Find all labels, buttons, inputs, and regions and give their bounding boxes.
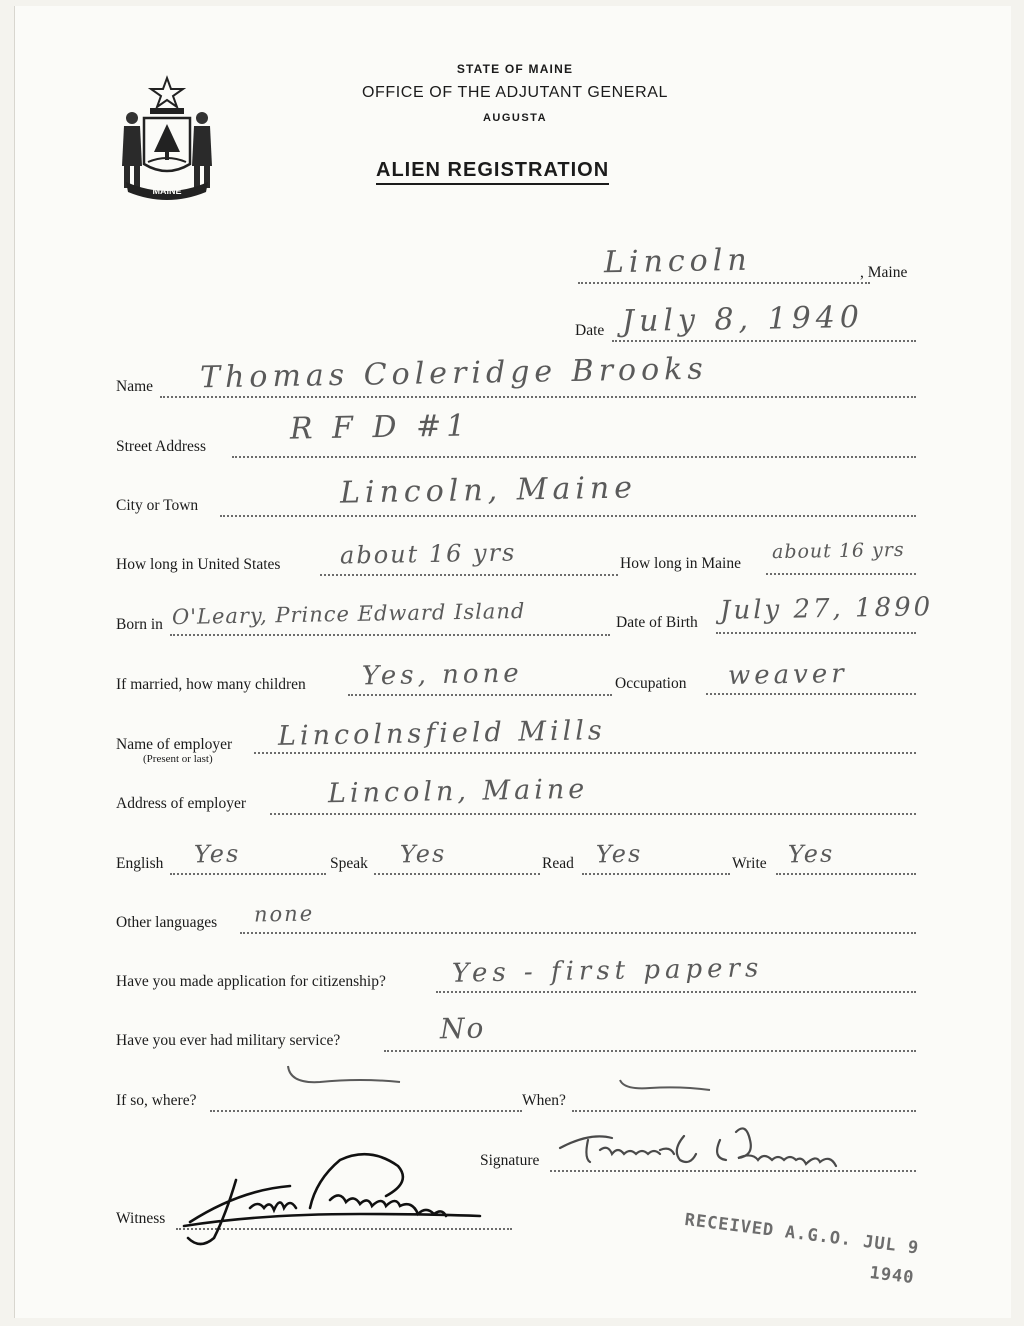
street-line <box>232 456 916 458</box>
where-line <box>210 1110 522 1112</box>
employer-address-entry: Lincoln, Maine <box>327 773 589 810</box>
other-languages-label: Other languages <box>116 914 218 931</box>
read-entry: Yes <box>595 839 643 869</box>
dob-line <box>716 632 916 634</box>
witness-label: Witness <box>116 1210 166 1227</box>
employer-entry: Lincolnsfield Mills <box>277 715 606 752</box>
english-entry: Yes <box>193 839 241 869</box>
office-heading: OFFICE OF THE ADJUTANT GENERAL <box>361 84 669 101</box>
born-in-entry: O'Leary, Prince Edward Island <box>171 598 526 630</box>
occupation-label: Occupation <box>615 675 687 692</box>
write-label: Write <box>732 855 767 872</box>
speak-line <box>374 873 540 875</box>
occupation-entry: weaver <box>727 658 848 692</box>
children-entry: Yes, none <box>361 658 523 692</box>
citizenship-label: Have you made application for citizenship? <box>116 973 386 990</box>
english-label: English <box>116 855 164 872</box>
place-entry: Lincoln <box>603 242 752 281</box>
witness-line <box>176 1228 512 1230</box>
employer-address-line <box>270 813 916 815</box>
date-entry: July 8, 1940 <box>621 299 865 340</box>
speak-label: Speak <box>330 855 368 872</box>
stamp-year: 1940 <box>868 1262 916 1289</box>
citizenship-line <box>436 991 916 993</box>
stamp-text: RECEIVED A.G.O. JUL 9 <box>683 1210 921 1259</box>
write-line <box>776 873 916 875</box>
street-entry: R F D #1 <box>289 408 471 447</box>
date-line <box>612 340 916 342</box>
dob-label: Date of Birth <box>616 614 698 631</box>
street-label: Street Address <box>116 438 206 455</box>
place-suffix: , Maine <box>860 264 908 281</box>
when-line <box>572 1110 916 1112</box>
name-label: Name <box>116 378 154 395</box>
read-line <box>582 873 730 875</box>
employer-label: Name of employer <box>116 736 233 753</box>
place-line <box>578 282 870 284</box>
children-line <box>348 694 612 696</box>
state-heading: STATE OF MAINE <box>456 62 574 76</box>
name-entry: Thomas Coleridge Brooks <box>199 351 709 396</box>
svg-text:MAINE: MAINE <box>152 186 182 196</box>
maine-duration-entry: about 16 yrs <box>771 538 905 564</box>
city-label: City or Town <box>116 497 199 514</box>
dob-entry: July 27, 1890 <box>719 592 934 626</box>
occupation-line <box>706 693 916 695</box>
employer-address-label: Address of employer <box>116 795 246 812</box>
military-label: Have you ever had military service? <box>116 1032 341 1049</box>
us-duration-entry: about 16 yrs <box>339 538 517 570</box>
name-line <box>160 396 916 398</box>
born-in-label: Born in <box>116 616 163 633</box>
employer-line <box>254 752 916 754</box>
maine-duration-line <box>766 573 916 575</box>
write-entry: Yes <box>787 839 835 869</box>
other-languages-entry: none <box>253 901 315 927</box>
speak-entry: Yes <box>399 839 447 869</box>
when-label: When? <box>522 1092 566 1109</box>
us-duration-label: How long in United States <box>116 556 281 573</box>
date-label: Date <box>575 322 605 339</box>
military-line <box>384 1050 916 1052</box>
born-in-line <box>170 634 610 636</box>
where-label: If so, where? <box>116 1092 197 1109</box>
read-label: Read <box>542 855 574 872</box>
military-entry: No <box>439 1011 486 1046</box>
maine-state-seal <box>112 74 222 202</box>
signature-line <box>550 1170 916 1172</box>
city-line <box>220 515 916 517</box>
us-duration-line <box>320 574 618 576</box>
children-label: If married, how many children <box>116 676 306 693</box>
citizenship-entry: Yes - first papers <box>451 953 764 989</box>
signature-label: Signature <box>480 1152 540 1169</box>
other-languages-line <box>240 932 916 934</box>
city-heading: AUGUSTA <box>482 112 548 124</box>
maine-duration-label: How long in Maine <box>620 555 741 572</box>
city-entry: Lincoln, Maine <box>339 470 638 511</box>
employer-sublabel: (Present or last) <box>143 753 213 765</box>
form-title: ALIEN REGISTRATION <box>376 159 609 185</box>
english-line <box>170 873 326 875</box>
